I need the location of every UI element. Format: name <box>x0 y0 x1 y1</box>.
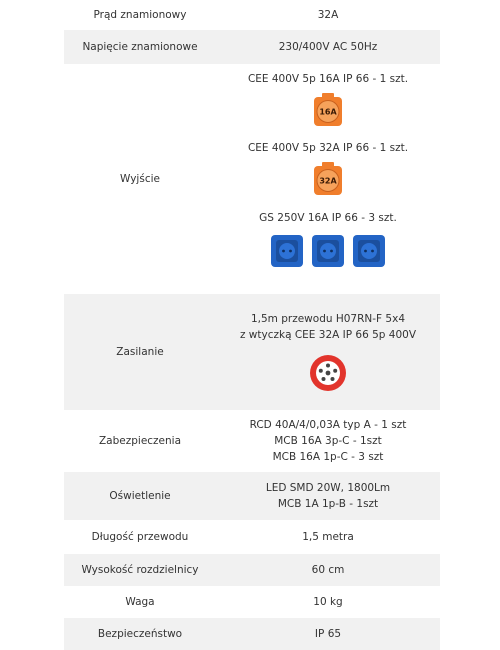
output-label-gs: GS 250V 16A IP 66 - 3 szt. <box>259 212 397 224</box>
row-value: 10 kg <box>313 596 343 608</box>
table-row <box>64 618 440 650</box>
gs-socket-icon <box>311 234 345 268</box>
protection-line-3: MCB 16A 1p-C - 3 szt <box>272 451 384 463</box>
protection-line-1: RCD 40A/4/0,03A typ A - 1 szt <box>249 419 407 431</box>
power-line-2: z wtyczką CEE 32A IP 66 5p 400V <box>239 329 417 341</box>
row-key: Zabezpieczenia <box>98 435 182 447</box>
table-row <box>64 0 440 30</box>
row-value: 60 cm <box>311 564 345 576</box>
gs-socket-group <box>270 234 386 268</box>
protection-line-2: MCB 16A 3p-C - 1szt <box>274 435 382 447</box>
table-row <box>64 64 440 294</box>
cee-16a-socket-icon <box>313 93 343 127</box>
lighting-line-1: LED SMD 20W, 1800Lm <box>265 482 391 494</box>
row-value: 32A <box>317 9 339 21</box>
gs-socket-icon <box>270 234 304 268</box>
socket-16a-badge: 16A <box>319 107 337 117</box>
gs-socket-icon <box>352 234 386 268</box>
socket-32a-badge: 32A <box>319 176 337 186</box>
table-row <box>64 472 440 520</box>
power-line-1: 1,5m przewodu H07RN-F 5x4 <box>250 313 406 325</box>
output-label-32a: CEE 400V 5p 32A IP 66 - 1 szt. <box>247 142 409 154</box>
table-row <box>64 586 440 618</box>
table-row <box>64 554 440 586</box>
row-key: Prąd znamionowy <box>93 9 187 21</box>
table-row <box>64 410 440 472</box>
cee-plug-icon <box>308 353 348 393</box>
outputs-cell <box>216 64 440 294</box>
spec-table <box>64 0 440 650</box>
row-key: Napięcie znamionowe <box>82 41 198 53</box>
table-row <box>64 520 440 554</box>
row-key: Wyjście <box>120 173 160 185</box>
row-key: Bezpieczeństwo <box>97 628 183 640</box>
protection-cell <box>216 410 440 472</box>
power-cell <box>216 294 440 410</box>
output-label-16a: CEE 400V 5p 16A IP 66 - 1 szt. <box>247 73 409 85</box>
table-row <box>64 30 440 64</box>
row-value: IP 65 <box>314 628 342 640</box>
row-key: Oświetlenie <box>109 490 171 502</box>
lighting-cell <box>216 472 440 520</box>
row-key: Zasilanie <box>116 346 164 358</box>
row-value: 1,5 metra <box>302 531 354 543</box>
row-key: Długość przewodu <box>91 531 189 543</box>
lighting-line-2: MCB 1A 1p-B - 1szt <box>277 498 379 510</box>
row-value: 230/400V AC 50Hz <box>278 41 378 53</box>
row-key: Wysokość rozdzielnicy <box>81 564 199 576</box>
row-key: Waga <box>125 596 155 608</box>
cee-32a-socket-icon <box>313 162 343 196</box>
table-row <box>64 294 440 410</box>
